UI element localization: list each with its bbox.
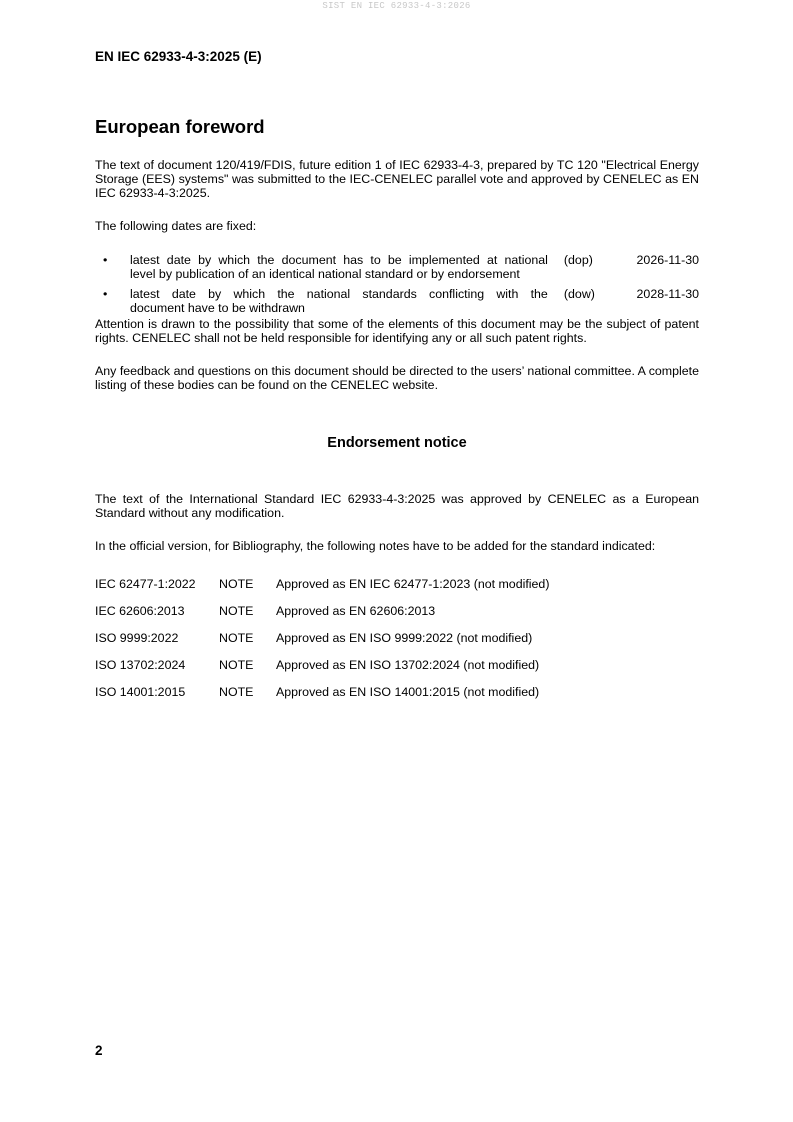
table-row xyxy=(95,685,549,712)
bibliography-intro: In the official version, for Bibliography, the following notes have to be added for the standard indicated: xyxy=(95,539,656,553)
standard-ref: IEC 62606:2013 xyxy=(95,604,185,618)
standard-ref: ISO 13702:2024 xyxy=(95,658,186,672)
dates-list xyxy=(95,253,699,315)
standard-ref: IEC 62477-1:2022 xyxy=(95,577,196,591)
foreword-title: European foreword xyxy=(95,116,265,137)
date-value: 2028-11-30 xyxy=(636,287,699,301)
note-label: NOTE xyxy=(219,685,254,699)
patent-paragraph: Attention is drawn to the possibility that some of the elements of this document may be the subject of patent rights. CENELEC shall not be held responsible for identifying any or all such patent rights. xyxy=(95,317,699,345)
date-value: 2026-11-30 xyxy=(636,253,699,267)
note-text: Approved as EN ISO 9999:2022 (not modified) xyxy=(276,631,533,645)
page-content xyxy=(95,116,699,712)
table-row xyxy=(95,631,549,658)
note-text: Approved as EN 62606:2013 xyxy=(276,604,436,618)
note-label: NOTE xyxy=(219,577,254,591)
bullet-icon: • xyxy=(103,287,108,301)
date-code: (dop) xyxy=(563,253,593,267)
date-description-line2: document have to be withdrawn xyxy=(130,301,305,315)
bullet-icon: • xyxy=(103,253,108,267)
date-description-line2: level by publication of an identical national standard or by endorsement xyxy=(130,267,520,281)
date-code: (dow) xyxy=(563,287,595,301)
document-id-header: EN IEC 62933-4-3:2025 (E) xyxy=(95,49,262,64)
endorsement-title: Endorsement notice xyxy=(327,435,467,451)
date-description-line1: latest date by which the national standards conflicting with the xyxy=(130,287,548,301)
endorsement-paragraph: The text of the International Standard IEC 62933-4-3:2025 was approved by CENELEC as a European Standard without any modification. xyxy=(95,492,699,520)
feedback-paragraph: Any feedback and questions on this document should be directed to the users’ national committee. A complete listing of these bodies can be found on the CENELEC website. xyxy=(95,364,699,392)
note-text: Approved as EN ISO 13702:2024 (not modified) xyxy=(276,658,540,672)
date-item-dop xyxy=(95,253,699,281)
date-description xyxy=(130,253,548,281)
page-number: 2 xyxy=(95,1043,103,1058)
note-label: NOTE xyxy=(219,631,254,645)
date-description xyxy=(130,287,548,315)
note-label: NOTE xyxy=(219,604,254,618)
note-label: NOTE xyxy=(219,658,254,672)
standard-ref: ISO 9999:2022 xyxy=(95,631,179,645)
foreword-paragraph: The text of document 120/419/FDIS, future edition 1 of IEC 62933-4-3, prepared by TC 120 "Electrical Energy Storage (EES) systems" was submitted to the IEC-CENELEC parallel vote and approved by CENELEC as EN IEC 62933-4-3:2025. xyxy=(95,158,699,200)
table-row xyxy=(95,577,549,604)
watermark: SIST EN IEC 62933-4-3:2026 xyxy=(322,1,471,11)
bibliography-notes-table xyxy=(95,577,549,712)
table-row xyxy=(95,658,549,685)
standard-ref: ISO 14001:2015 xyxy=(95,685,186,699)
date-item-dow xyxy=(95,287,699,315)
table-row xyxy=(95,604,549,631)
date-description-line1: latest date by which the document has to be implemented at national xyxy=(130,253,548,267)
note-text: Approved as EN ISO 14001:2015 (not modified) xyxy=(276,685,540,699)
dates-intro: The following dates are fixed: xyxy=(95,219,257,233)
note-text: Approved as EN IEC 62477-1:2023 (not modified) xyxy=(276,577,550,591)
